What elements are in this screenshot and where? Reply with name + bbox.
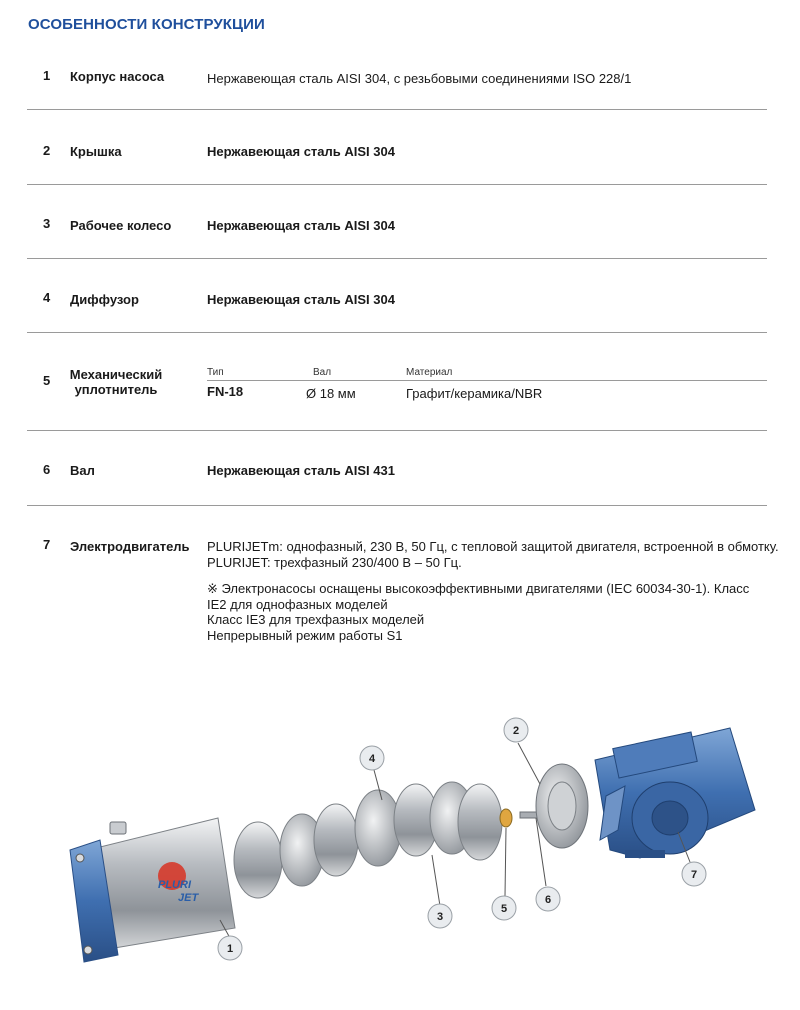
row-value-diffuser: Нержавеющая сталь AISI 304 [207, 292, 395, 307]
callout-label: 1 [226, 943, 234, 955]
motor-line: PLURIJET: трехфазный 230/400 В – 50 Гц. [207, 554, 462, 570]
row-label-motor: Электродвигатель [70, 539, 190, 554]
exploded-pump-illustration [40, 700, 780, 1000]
row-value-impeller: Нержавеющая сталь AISI 304 [207, 218, 395, 233]
row-label-mech-seal [64, 367, 168, 397]
motor-note: IE2 для однофазных моделей [207, 596, 388, 612]
seal-header-type: Тип [207, 367, 224, 378]
row-value-pump-body: Нержавеющая сталь AISI 304, с резьбовыми соединениями ISO 228/1 [207, 71, 632, 86]
seal-header-shaft: Вал [313, 367, 332, 378]
row-label-diffuser: Диффузор [70, 292, 139, 307]
motor-note: ※ Электронасосы оснащены высокоэффективными двигателями (IEC 60034-30-1). Класс [207, 581, 750, 596]
motor-note: Непрерывный режим работы S1 [207, 627, 403, 643]
row-number: 4 [43, 290, 51, 305]
row-number: 3 [43, 216, 51, 231]
callout-label: 7 [690, 869, 698, 881]
electric-motor [595, 728, 755, 858]
row-number: 1 [43, 68, 51, 83]
callout-label: 6 [544, 894, 552, 906]
seal-header-material: Материал [406, 367, 453, 378]
pump-body [70, 818, 235, 962]
row-label-line: Механический [69, 367, 163, 382]
row-value-cover: Нержавеющая сталь AISI 304 [207, 144, 395, 159]
row-number: 6 [43, 462, 51, 477]
pluri-logo-text: PLURI [158, 879, 191, 891]
divider [27, 505, 767, 506]
callout-label: 3 [436, 911, 444, 923]
row-number: 2 [43, 143, 51, 158]
seal-value-type: FN-18 [207, 384, 244, 399]
motor-notes [207, 581, 749, 643]
motor-description [207, 539, 779, 570]
seal-value-material: Графит/керамика/NBR [406, 386, 543, 401]
divider [27, 332, 767, 333]
divider [27, 258, 767, 259]
cover-center [548, 782, 576, 830]
row-number: 5 [43, 373, 51, 388]
row-label-impeller: Рабочее колесо [70, 218, 172, 233]
row-number: 7 [43, 537, 51, 552]
row-label-line: уплотнитель [74, 382, 158, 397]
row-label-cover: Крышка [70, 144, 122, 159]
page-title: ОСОБЕННОСТИ КОНСТРУКЦИИ [28, 16, 265, 33]
callout-label: 4 [368, 753, 376, 765]
callout-2 [504, 718, 540, 784]
motor-note: Класс IE3 для трехфазных моделей [207, 612, 425, 627]
divider [27, 109, 767, 110]
row-label-shaft: Вал [70, 463, 95, 478]
seal-value-shaft: Ø 18 мм [306, 386, 356, 401]
divider [27, 430, 767, 431]
callout-3 [428, 855, 452, 928]
jet-logo-text: JET [178, 892, 199, 904]
row-value-shaft: Нержавеющая сталь AISI 431 [207, 463, 395, 478]
callout-label: 5 [500, 903, 508, 915]
seal-divider [207, 380, 767, 381]
divider [27, 184, 767, 185]
row-label-pump-body: Корпус насоса [70, 69, 165, 84]
pump-stages [234, 782, 502, 898]
callout-label: 2 [512, 725, 520, 737]
motor-line: PLURIJETm: однофазный, 230 В, 50 Гц, с тепловой защитой двигателя, встроенной в обмотку. [207, 539, 779, 554]
